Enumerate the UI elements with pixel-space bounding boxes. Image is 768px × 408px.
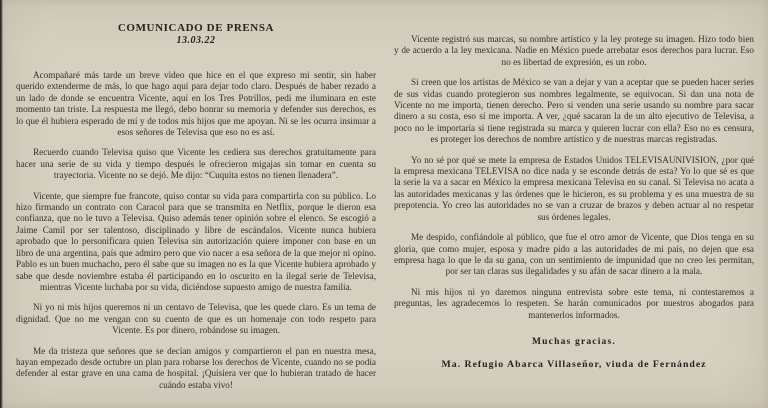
paragraph-intro: Acompañaré más tarde un breve video que hice en el que expreso mi sentir, sin haber querido extenderme de más, lo que hago aquí para dejar todo claro. Después de haber rezado a un lado de donde se encuentra Vicente, aquí en los Tres Potrillos, pedí me iluminara en este momento tan triste. La respuesta me llegó, debo honrar su memoria y defender sus derechos, es lo que él hubiera esperado de mí y de todos mis hijos que me apoyan. Ni se les ocurra insinuar a esos señores de Televisa que eso no es así. [16, 70, 376, 138]
paragraph-televisa-offer: Recuerdo cuando Televisa quiso que Vicente les cediera sus derechos gratuitamente para hacer una serie de su vida y tiempo después le ofrecieron migajas sin tomar en cuenta su trayectoria. Vicente no se dejó. Me dijo: “Cuquita estos no tienen llenadera”. [16, 147, 376, 181]
paragraph-sadness: Me da tristeza que señores que se decían amigos y compartieron el pan en nuestra mesa, hayan empezado desde octubre un plan para robarse los derechos de Vicente, cuando no se podía defender al estar grave en una cama de hospital. ¡Quisiera ver que lo hubieran tratado de hacer cuándo estaba vivo! [16, 345, 376, 390]
paragraph-trademarks: Vicente registró sus marcas, su nombre artístico y la ley protege su imagen. Hizo todo bien y de acuerdo a la ley mexicana. Nadie en México puede arrebatar esos derechos para lucrar. Eso no es libertad de expresión, es un robo. [394, 34, 754, 67]
paragraph-no-interviews: Ni mis hijos ni yo daremos ninguna entrevista sobre este tema, ni contestaremos a preguntas, les agradecemos lo respeten. Se harán comunicados por nuestros abogados para mantenerlos informados. [394, 286, 754, 320]
paragraph-dignity: Ni yo ni mis hijos queremos ni un centavo de Televisa, que les quede claro. Es un tema de dignidad. Que no me vengan con su cuento de que es un homenaje con todo respeto para Vicente. Es por dinero, robándose su imagen. [16, 302, 376, 336]
paragraph-televisaunivision: Yo no sé por qué se mete la empresa de Estados Unidos TELEVISAUNIVISION, ¿por qué la empresa mexicana TELEVISA no dice nada y se esconde detrás de esta? Yo lo que sé es que la serie la va a sacar en México la empresa mexicana Televisa en su canal. Si Televisa no acata a las autoridades mexicanas y las órdenes que le hicieron, es su problema y es una muestra de su prepotencia. Yo creo las autoridades no se van a cruzar de brazos y deben actuar al no respetar sus órdenes legales. [394, 154, 754, 222]
paragraph-artists-rights: Si creen que los artistas de México se van a dejar y van a aceptar que se pueden hacer series de sus vidas cuando protegieron sus nombres legalmente, se equivocan. Si dan una nota de Vicente no me importa, tienen derecho. Pero si venden una serie usando su nombre para sacar dinero a su costa, eso sí me importa. A ver, ¿qué sacaran la de un alto ejecutivo de Televisa, a poco no le importaría si tiene registrada su marca y quieren lucrar con ella? Eso no es censura, es proteger los derechos de nombre artístico y de nuestras marcas registradas. [394, 77, 754, 145]
right-column [384, 0, 768, 408]
signature-line: Ma. Refugio Abarca Villaseñor, viuda de Fernández [441, 358, 707, 370]
press-release-date: 13.03.22 [176, 35, 216, 46]
paragraph-netflix-contract: Vicente, que siempre fue francote, quiso contar su vida para compartirla con su público. Lo hizo firmando un contrato con Caracol para que se transmita en Netflix, porque le dieron esa confianza, que no le tuvo a Televisa. Quiso además tener opinión sobre el elenco. Se escogió a Jaime Camil por ser talentoso, disciplinado y libre de escándalos. Vicente nunca hubiera aprobado que lo personificara quien Televisa sin autorización quiere imponer con base en un libro de una argentina, país que admiro pero que vio nacer a esa señora de la que mejor ni opino. Pablo es un buen muchacho, pero él sabe que su imagen no es la que Vicente hubiera aprobado y sabe que desde noviembre estaba él participando en lo oscurito en la ilegal serie de Televisa, mientras Vicente luchaba por su vida, diciéndose supuesto amigo de nuestra familia. [16, 190, 376, 292]
closing-thanks: Muchas gracias. [532, 336, 616, 347]
press-release-title: COMUNICADO DE PRENSA [117, 22, 275, 34]
paragraph-farewell: Me despido, confiándole al público, que fue el otro amor de Vicente, que Dios tenga en su gloria, que como mujer, esposa y madre pido a las autoridades de mi país, no dejen que esa empresa haga lo que le da su gana, con un sentimiento de impunidad que no creo les permitan, por ser tan claras sus ilegalidades y su afán de sacar dinero a la mala. [394, 232, 754, 277]
